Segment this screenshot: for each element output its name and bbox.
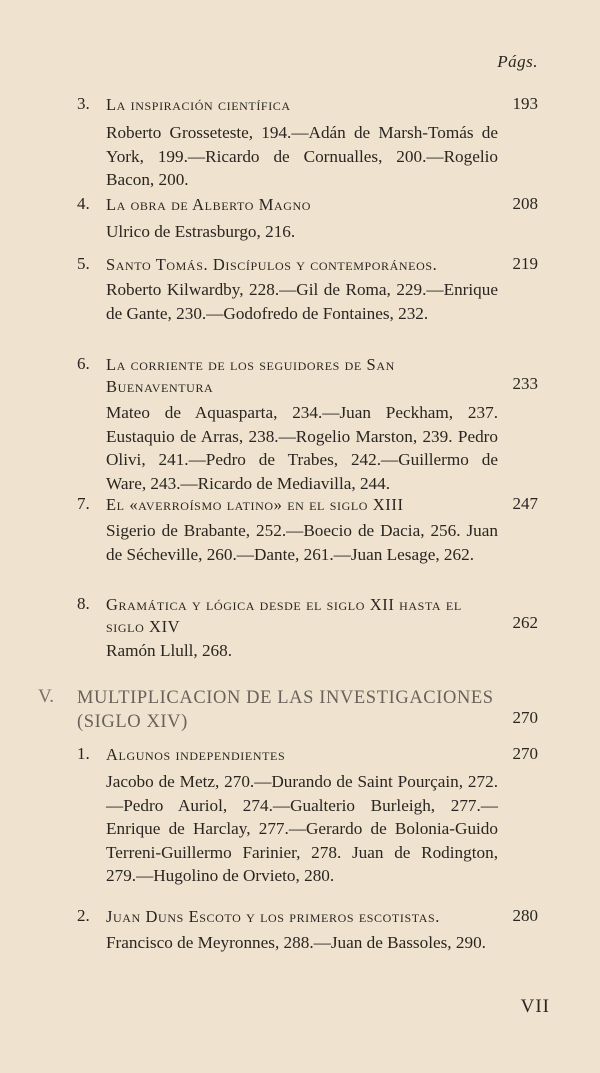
entry-page: 193	[512, 94, 538, 113]
entry-title: La corriente de los seguidores de San Buenaventura	[106, 355, 395, 396]
entry-body: Ulrico de Estrasburgo, 216.	[106, 222, 296, 241]
entry-page: 233	[512, 374, 538, 393]
entry-title: Algunos independientes	[106, 745, 286, 764]
entry-number: 4.	[77, 194, 90, 213]
entry-number: 7.	[77, 494, 90, 513]
entry-body: Roberto Kilwardby, 228.—Gil de Roma, 229.—Enrique de Gante, 230.—Godofredo de Fontaines, 232.	[106, 280, 498, 323]
entry-page: 247	[512, 494, 538, 513]
entry-page: 270	[512, 744, 538, 763]
entry-number: 1.	[77, 744, 90, 763]
pages-column-header: Págs.	[497, 52, 538, 71]
entry-title: El «averroísmo latino» en el siglo XIII	[106, 495, 404, 514]
entry-body: Ramón Llull, 268.	[106, 641, 233, 660]
section-page: 270	[512, 708, 538, 727]
entry-number: 2.	[77, 906, 90, 925]
entry-title: La inspiración científica	[106, 95, 291, 114]
entry-number: 3.	[77, 94, 90, 113]
entry-page: 262	[512, 613, 538, 632]
entry-body: Jacobo de Metz, 270.—Durando de Saint Pourçain, 272.—Pedro Auriol, 274.—Gualterio Burleigh, 277.—Enrique de Harclay, 277.—Gerardo de Bolonia-Guido Terreni-Guillermo Farinier, 278. Juan de Rodington, 279.—Hugolino de Orvieto, 280.	[106, 772, 498, 885]
entry-title: Gramática y lógica desde el siglo XII hasta el siglo XIV	[106, 595, 462, 636]
entry-number: 5.	[77, 254, 90, 273]
entry-title: La obra de Alberto Magno	[106, 195, 312, 214]
entry-title: Juan Duns Escoto y los primeros escotistas.	[106, 907, 440, 926]
entry-number: 8.	[77, 594, 90, 613]
entry-body: Francisco de Meyronnes, 288.—Juan de Bassoles, 290.	[106, 933, 486, 952]
section-title: MULTIPLICACION DE LAS INVESTIGACIONES (SIGLO XIV)	[77, 688, 494, 732]
entry-number: 6.	[77, 354, 90, 373]
section-number: V.	[38, 686, 55, 707]
entry-title: Santo Tomás. Discípulos y contemporáneos.	[106, 255, 438, 274]
entry-body: Roberto Grosseteste, 194.—Adán de Marsh-Tomás de York, 199.—Ricardo de Cornualles, 200.—Rogelio Bacon, 200.	[106, 123, 498, 189]
entry-page: 280	[512, 906, 538, 925]
page-folio: VII	[520, 996, 550, 1017]
entry-body: Mateo de Aquasparta, 234.—Juan Peckham, 237. Eustaquio de Arras, 238.—Rogelio Marston, 239. Pedro Olivi, 241.—Pedro de Trabes, 242.—Guillermo de Ware, 243.—Ricardo de Mediavilla, 244.	[106, 403, 498, 493]
entry-page: 208	[512, 194, 538, 213]
entry-page: 219	[512, 254, 538, 273]
entry-body: Sigerio de Brabante, 252.—Boecio de Dacia, 256. Juan de Sécheville, 260.—Dante, 261.—Juan Lesage, 262.	[106, 521, 498, 564]
